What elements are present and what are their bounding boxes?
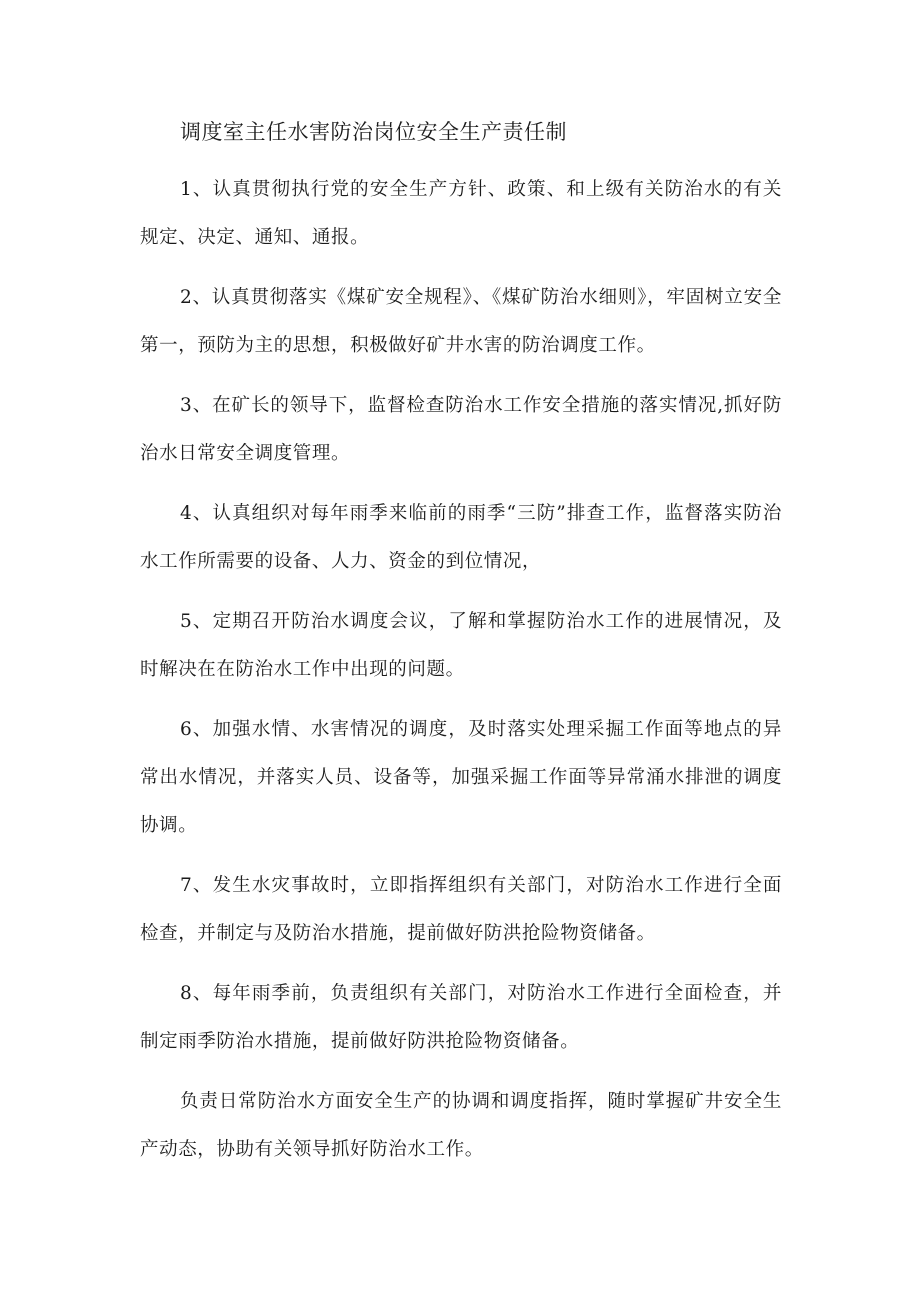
paragraph-3: 3、在矿长的领导下，监督检查防治水工作安全措施的落实情况,抓好防治水日常安全调度管理。 bbox=[140, 395, 782, 464]
paragraph-8: 8、每年雨季前，负责组织有关部门，对防治水工作进行全面检查，并制定雨季防治水措施，提前做好防洪抢险物资储备。 bbox=[140, 983, 782, 1052]
paragraph-5: 5、定期召开防治水调度会议，了解和掌握防治水工作的进展情况，及时解决在在防治水工作中出现的问题。 bbox=[140, 611, 782, 680]
paragraph-7: 7、发生水灾事故时，立即指挥组织有关部门，对防治水工作进行全面检查，并制定与及防治水措施，提前做好防洪抢险物资储备。 bbox=[140, 875, 782, 944]
paragraph-6: 6、加强水情、水害情况的调度，及时落实处理采掘工作面等地点的异常出水情况，并落实人员、设备等，加强采掘工作面等异常涌水排泄的调度协调。 bbox=[140, 719, 782, 836]
paragraph-summary: 负责日常防治水方面安全生产的协调和调度指挥，随时掌握矿井安全生产动态，协助有关领导抓好防治水工作。 bbox=[140, 1091, 782, 1160]
paragraph-2: 2、认真贯彻落实《煤矿安全规程》、《煤矿防治水细则》，牢固树立安全第一，预防为主的思想，积极做好矿井水害的防治调度工作。 bbox=[140, 287, 782, 356]
document-title: 调度室主任水害防治岗位安全生产责任制 bbox=[180, 120, 567, 144]
paragraph-4: 4、认真组织对每年雨季来临前的雨季“三防”排查工作，监督落实防治水工作所需要的设备、人力、资金的到位情况， bbox=[140, 503, 782, 572]
paragraph-1: 1、认真贯彻执行党的安全生产方针、政策、和上级有关防治水的有关规定、决定、通知、通报。 bbox=[140, 179, 782, 248]
document-page bbox=[140, 112, 782, 1186]
